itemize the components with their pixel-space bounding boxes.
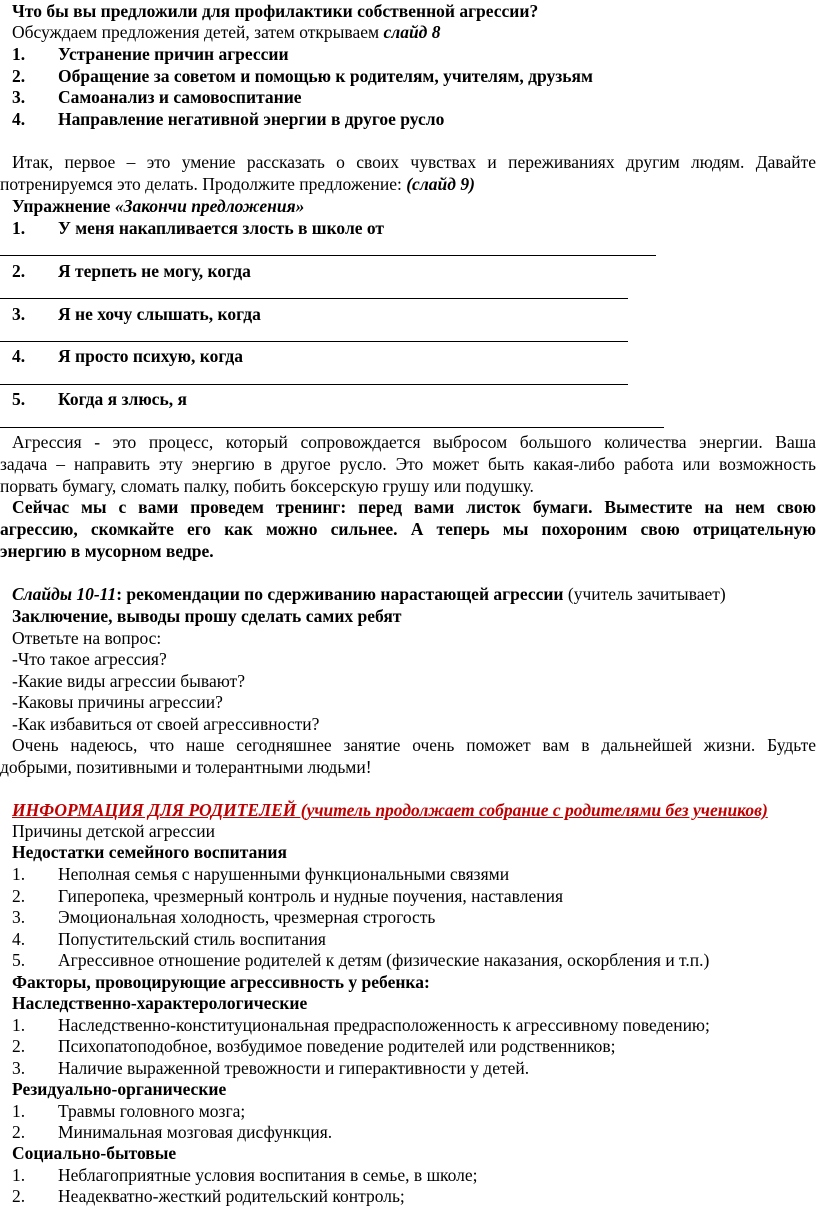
paragraph-line: Агрессия - это процесс, который сопровождается выбросом большого количества энергии. Ваша (12, 432, 816, 452)
list-text: У меня накапливается злость в школе от (58, 218, 385, 238)
list-text: Гиперопека, чрезмерный контроль и нудные поучения, наставления (58, 886, 563, 906)
list-text: Я не хочу слышать, когда (58, 304, 261, 324)
list-number: 2. (12, 66, 26, 86)
paragraph-line: порвать бумагу, сломать палку, побить боксерскую грушу или подушку. (0, 476, 534, 496)
conclusion-title: Заключение, выводы прошу сделать самих ребят (12, 606, 402, 626)
hered-title: Наследственно-характерологические (12, 993, 308, 1013)
list-text: Травмы головного мозга; (58, 1101, 246, 1121)
paragraph-line (0, 174, 816, 195)
exercise-name: «Закончи предложения» (114, 196, 305, 216)
list-text: Когда я злюсь, я (58, 389, 187, 409)
factors-title: Факторы, провоцирующие агрессивность у ребенка: (12, 972, 430, 992)
exercise-title (12, 196, 816, 217)
paragraph-line: задача – направить эту энергию в другое русло. Это может быть какая-либо работа или возможность (0, 454, 816, 474)
intro-line (12, 22, 816, 43)
conclusion-prompt: Ответьте на вопрос: (12, 628, 162, 648)
list-number: 2. (12, 1186, 26, 1206)
paragraph-line: агрессию, скомкайте его как можно сильнее. А теперь мы похороним свою отрицательную (0, 519, 816, 539)
section-title: Что бы вы предложили для профилактики собственной агрессии? (12, 1, 539, 21)
list-number: 5. (12, 950, 26, 970)
list-text: Самоанализ и самовоспитание (58, 87, 302, 107)
paragraph-line: Итак, первое – это умение рассказать о своих чувствах и переживаниях другим людям. Давайте (12, 152, 816, 172)
list-number: 1. (12, 44, 26, 64)
resid-title: Резидуально-органические (12, 1079, 227, 1099)
list-number: 2. (12, 886, 26, 906)
slides-line (12, 584, 816, 605)
question-item: -Каковы причины агрессии? (12, 692, 223, 712)
list-text: Неблагоприятные условия воспитания в семье, в школе; (58, 1165, 478, 1185)
slides-note: (учитель зачитывает) (563, 584, 726, 604)
list-number: 2. (12, 261, 26, 281)
causes-title: Причины детской агрессии (12, 821, 215, 841)
list-number: 3. (12, 87, 26, 107)
list-text: Я терпеть не могу, когда (58, 261, 251, 281)
list-number: 3. (12, 1058, 26, 1078)
list-text: Направление негативной энергии в другое русло (58, 109, 445, 129)
family-title: Недостатки семейного воспитания (12, 842, 287, 862)
slides-text: рекомендации по сдерживанию нарастающей агрессии (122, 584, 564, 604)
list-number: 4. (12, 929, 26, 949)
parents-heading: ИНФОРМАЦИЯ ДЛЯ РОДИТЕЛЕЙ (учитель продолжает собрание с родителями без учеников) (12, 800, 768, 820)
list-text: Наследственно-конституциональная предрасположенность к агрессивному поведению; (58, 1015, 710, 1035)
list-number: 1. (12, 218, 26, 238)
list-text: Устранение причин агрессии (58, 44, 289, 64)
paragraph-line: Очень надеюсь, что наше сегодняшнее занятие очень поможет вам в дальнейшей жизни. Будьте (12, 735, 816, 755)
list-text: Психопатоподобное, возбудимое поведение родителей или родственников; (58, 1036, 616, 1056)
list-text: Агрессивное отношение родителей к детям (физические наказания, оскорбления и т.п.) (58, 950, 710, 970)
slide-ref: (слайд 9) (406, 174, 475, 194)
answer-line (0, 384, 628, 385)
list-text: Попустительский стиль воспитания (58, 929, 326, 949)
list-number: 3. (12, 907, 26, 927)
question-item: -Как избавиться от своей агрессивности? (12, 714, 320, 734)
list-text: Неполная семья с нарушенными функциональными связями (58, 864, 510, 884)
answer-line (0, 298, 628, 299)
list-text: Я просто психую, когда (58, 346, 244, 366)
list-number: 2. (12, 1036, 26, 1056)
list-text: Эмоциональная холодность, чрезмерная строгость (58, 907, 436, 927)
social-title: Социально-бытовые (12, 1143, 177, 1163)
list-number: 2. (12, 1122, 26, 1142)
list-number: 1. (12, 1165, 26, 1185)
answer-line (0, 427, 664, 428)
intro-slide-ref: слайд 8 (383, 22, 441, 42)
paragraph-line: Сейчас мы с вами проведем тренинг: перед вами листок бумаги. Выместите на нем свою (12, 497, 816, 517)
intro-text: Обсуждаем предложения детей, затем открываем (12, 22, 380, 42)
paragraph-text: потренируемся это делать. Продолжите предложение: (0, 174, 402, 194)
list-number: 5. (12, 389, 26, 409)
list-text: Минимальная мозговая дисфункция. (58, 1122, 333, 1142)
paragraph-line: энергию в мусорном ведре. (0, 541, 214, 561)
question-item: -Какие виды агрессии бывают? (12, 671, 245, 691)
question-item: -Что такое агрессия? (12, 649, 167, 669)
list-text: Неадекватно-жесткий родительский контроль; (58, 1186, 405, 1206)
exercise-label: Упражнение (12, 196, 111, 216)
list-number: 4. (12, 346, 26, 366)
list-number: 3. (12, 304, 26, 324)
list-number: 4. (12, 109, 26, 129)
list-text: Наличие выраженной тревожности и гиперактивности у детей. (58, 1058, 530, 1078)
answer-line (0, 341, 628, 342)
paragraph-line: добрыми, позитивными и толерантными людьми! (0, 757, 372, 777)
list-text: Обращение за советом и помощью к родителям, учителям, друзьям (58, 66, 593, 86)
list-number: 1. (12, 1015, 26, 1035)
answer-line (0, 255, 656, 256)
slides-colon: : (116, 584, 123, 604)
list-number: 1. (12, 1101, 26, 1121)
slides-label: Слайды 10-11 (12, 584, 117, 604)
list-number: 1. (12, 864, 26, 884)
